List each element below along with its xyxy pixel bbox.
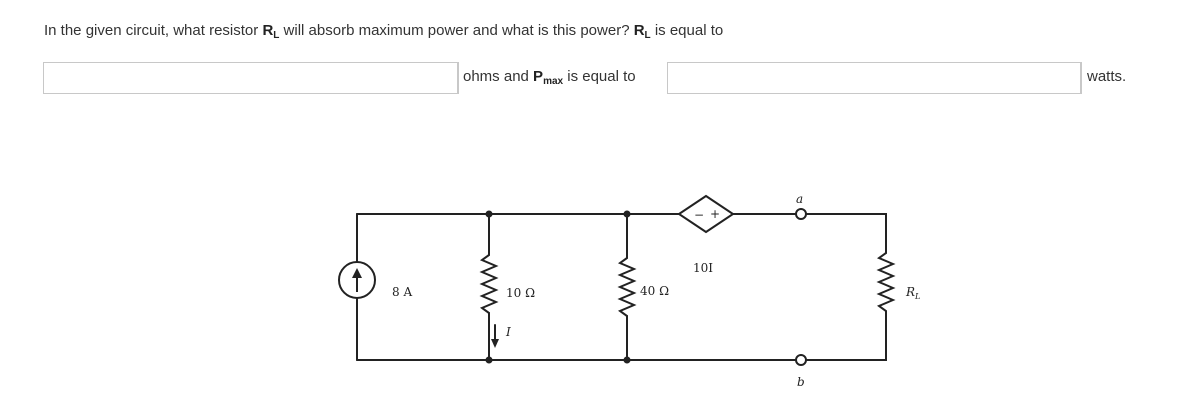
terminal-b-circle — [796, 355, 806, 365]
is-equal-to-text: is equal to — [563, 68, 636, 85]
r1-resistor — [482, 255, 496, 313]
terminal-a-circle — [796, 209, 806, 219]
r2-label: 40 Ω — [640, 284, 670, 298]
dep-plus-sign: + — [710, 207, 721, 221]
current-label: I — [506, 325, 511, 339]
dep-minus-sign: − — [694, 208, 705, 222]
current-arrow-head — [491, 339, 499, 348]
node-bottom-2 — [624, 357, 631, 364]
rl-label-main: R — [906, 285, 916, 299]
pmax-main: P — [533, 68, 544, 85]
question-part-2: will absorb maximum power and what is this power? — [279, 22, 634, 39]
rl-sub: L — [273, 30, 280, 41]
node-bottom-1 — [486, 357, 493, 364]
dependent-source-diamond — [679, 196, 733, 232]
terminal-b-label: b — [797, 375, 805, 389]
rl-main: R — [262, 22, 274, 39]
r1-label: 10 Ω — [506, 286, 536, 300]
dependent-source-label: 10I — [693, 261, 714, 275]
rl-main-2: R — [633, 22, 645, 39]
rl-label — [905, 285, 920, 301]
node-top-1 — [486, 211, 493, 218]
ohms-and-text: ohms and — [463, 68, 534, 85]
source-label: 8 A — [392, 285, 413, 299]
node-top-2 — [624, 211, 631, 218]
r2-resistor — [620, 258, 634, 316]
top-wire-right — [806, 214, 886, 253]
rl-label-sub: L — [915, 292, 921, 301]
terminal-a-label: a — [796, 192, 804, 206]
watts-label: watts. — [1087, 68, 1127, 85]
question-part-1: In the given circuit, what resistor — [44, 22, 263, 39]
bottom-wire-right — [806, 325, 886, 360]
pmax-sub: max — [543, 76, 564, 87]
source-arrow-shaft — [356, 276, 358, 292]
question-part-3: is equal to — [650, 22, 724, 39]
rl-resistor — [879, 253, 893, 325]
rl-sub-2: L — [644, 30, 651, 41]
